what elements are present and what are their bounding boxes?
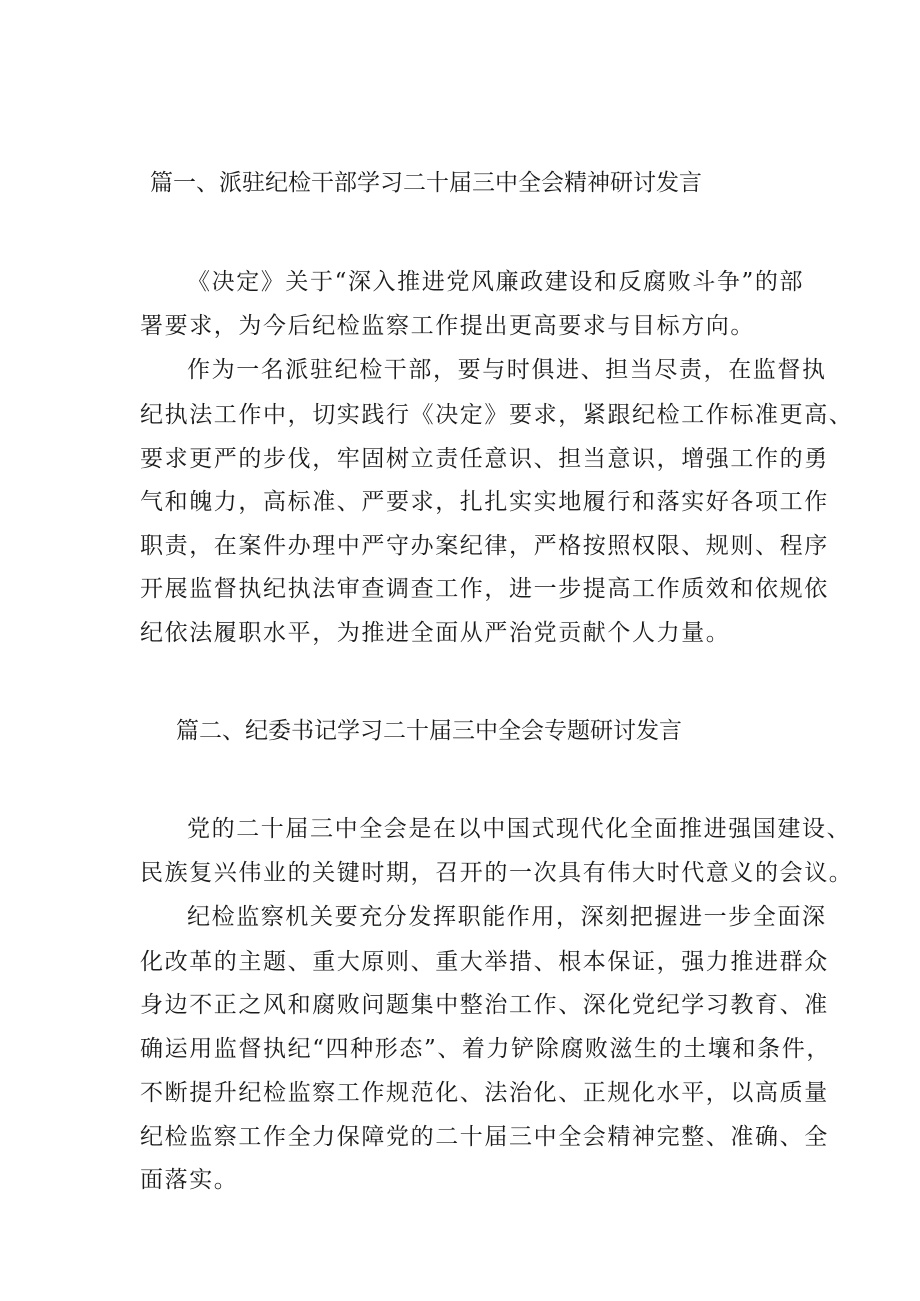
section-2-paragraph-2-line: 纪检监察工作全力保障党的二十届三中全会精神完整、准确、全 [140,1124,829,1150]
section-2-paragraph-2-line: 确运用监督执纪“四种形态”、着力铲除腐败滋生的土壤和条件， [140,1036,831,1062]
section-2-paragraph-2-line: 不断提升纪检监察工作规范化、法治化、正规化水平，以高质量 [140,1080,829,1106]
section-1-paragraph-2-line: 纪依法履职水平，为推进全面从严治党贡献个人力量。 [140,620,731,646]
section-1-paragraph-2-line: 作为一名派驻纪检干部，要与时俱进、担当尽责，在监督执 [187,357,827,383]
section-2-paragraph-2-line: 化改革的主题、重大原则、重大举措、根本保证，强力推进群众 [140,949,829,975]
section-2-paragraph-2-line: 身边不正之风和腐败问题集中整治工作、深化党纪学习教育、准 [140,992,829,1018]
section-1-paragraph-2-line: 职责，在案件办理中严守办案纪律，严格按照权限、规则、程序 [140,533,829,559]
section-1-paragraph-1-line: 《决定》关于“深入推进党风廉政建设和反腐败斗争”的部 [187,269,805,295]
section-1-paragraph-2-line: 纪执法工作中，切实践行《决定》要求，紧跟纪检工作标准更高、 [140,402,854,428]
section-2-paragraph-2-line: 纪检监察机关要充分发挥职能作用，深刻把握进一步全面深 [187,904,827,930]
section-1-paragraph-2-line: 要求更严的步伐，牢固树立责任意识、担当意识，增强工作的勇 [140,446,829,472]
section-2-paragraph-1-line: 党的二十届三中全会是在以中国式现代化全面推进强国建设、 [187,816,852,842]
section-1-paragraph-2-line: 开展监督执纪执法审查调查工作，进一步提高工作质效和依规依 [140,576,829,602]
section-2-paragraph-1-line: 民族复兴伟业的关键时期，召开的一次具有伟大时代意义的会议。 [140,860,854,886]
section-1-paragraph-2-line: 气和魄力，高标准、严要求，扎扎实实地履行和落实好各项工作 [140,489,829,515]
section-1-paragraph-1-line: 署要求，为今后纪检监察工作提出更高要求与目标方向。 [140,313,755,339]
section-2-title: 篇二、纪委书记学习二十届三中全会专题研讨发言 [176,718,682,744]
section-1-title: 篇一、派驻纪检干部学习二十届三中全会精神研讨发言 [150,170,702,196]
section-2-paragraph-2-line: 面落实。 [140,1167,239,1193]
